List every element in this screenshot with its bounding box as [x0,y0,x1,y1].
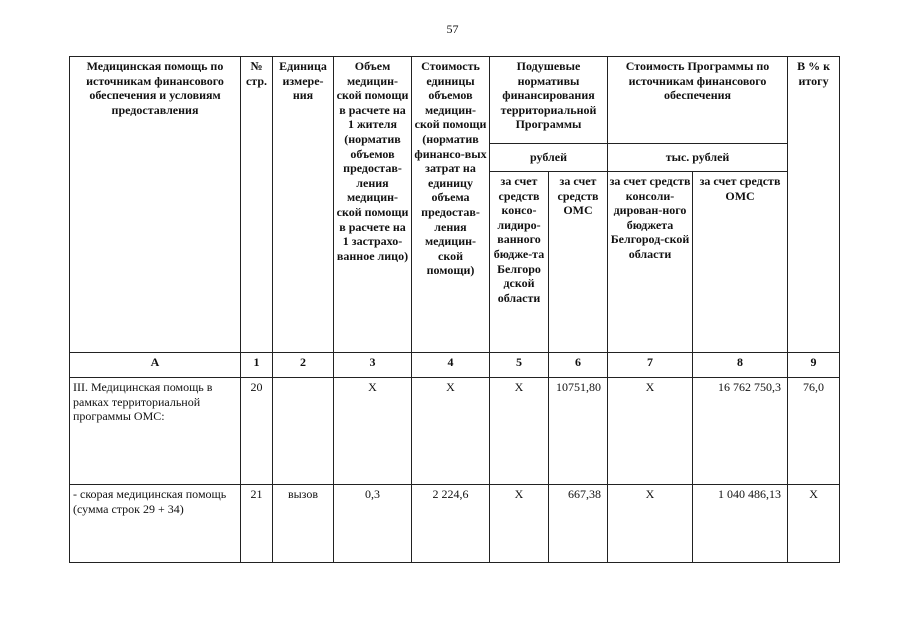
header-oms-total: за счет средств ОМС [693,172,788,353]
row-oms-norm: 667,38 [549,485,608,563]
table-row [70,378,840,485]
header-unit-thousand-rubles: тыс. рублей [608,144,788,172]
row-oms-total: 1 040 486,13 [693,485,788,563]
header-medical-help: Медицинская помощь по источникам финансового обеспечения и условиям предоставления [70,57,241,353]
row-budget-total: Х [608,485,693,563]
column-number: 8 [693,353,788,378]
column-number: 7 [608,353,693,378]
column-number: 4 [412,353,490,378]
column-number-row [70,353,840,378]
column-number: 2 [273,353,334,378]
header-volume: Объем медицин-ской помощи в расчете на 1 жителя (норматив объемов предостав-ления медицин-ской помощи в расчете на 1 застрахо-ванное лицо) [334,57,412,353]
financing-table [69,56,840,563]
row-percent: Х [788,485,840,563]
header-unit-cost: Стоимость единицы объемов медицин-ской помощи (норматив финансо-вых затрат на единицу объема предостав-ления медицин-ской помощи) [412,57,490,353]
row-budget-norm: Х [490,378,549,485]
column-number: 3 [334,353,412,378]
row-volume: Х [334,378,412,485]
header-unit: Единица измере-ния [273,57,334,353]
header-unit-rubles: рублей [490,144,608,172]
header-budget-norm: за счет средств консо-лидиро-ванного бюдже-та Белгоро дской области [490,172,549,353]
column-number: 9 [788,353,840,378]
column-number: А [70,353,241,378]
table-row [70,485,840,563]
header-line-number: № стр. [241,57,273,353]
column-number: 6 [549,353,608,378]
row-unit: вызов [273,485,334,563]
row-volume: 0,3 [334,485,412,563]
row-oms-norm: 10751,80 [549,378,608,485]
header-per-capita-norms: Подушевые нормативы финансирования территориальной Программы [490,57,608,144]
row-unit [273,378,334,485]
column-number: 1 [241,353,273,378]
row-name: - скорая медицинская помощь (сумма строк 29 + 34) [70,485,241,563]
row-oms-total: 16 762 750,3 [693,378,788,485]
row-line-number: 21 [241,485,273,563]
column-number: 5 [490,353,549,378]
row-budget-total: Х [608,378,693,485]
row-line-number: 20 [241,378,273,485]
row-unit-cost: Х [412,378,490,485]
page-number: 57 [446,22,459,36]
row-budget-norm: Х [490,485,549,563]
header-percent: В % к итогу [788,57,840,353]
row-name: III. Медицинская помощь в рамках территориальной программы ОМС: [70,378,241,485]
header-budget-total: за счет средств консоли-дирован-ного бюджета Белгород-ской области [608,172,693,353]
header-program-cost: Стоимость Программы по источникам финансового обеспечения [608,57,788,144]
row-unit-cost: 2 224,6 [412,485,490,563]
header-oms-norm: за счет средств ОМС [549,172,608,353]
row-percent: 76,0 [788,378,840,485]
